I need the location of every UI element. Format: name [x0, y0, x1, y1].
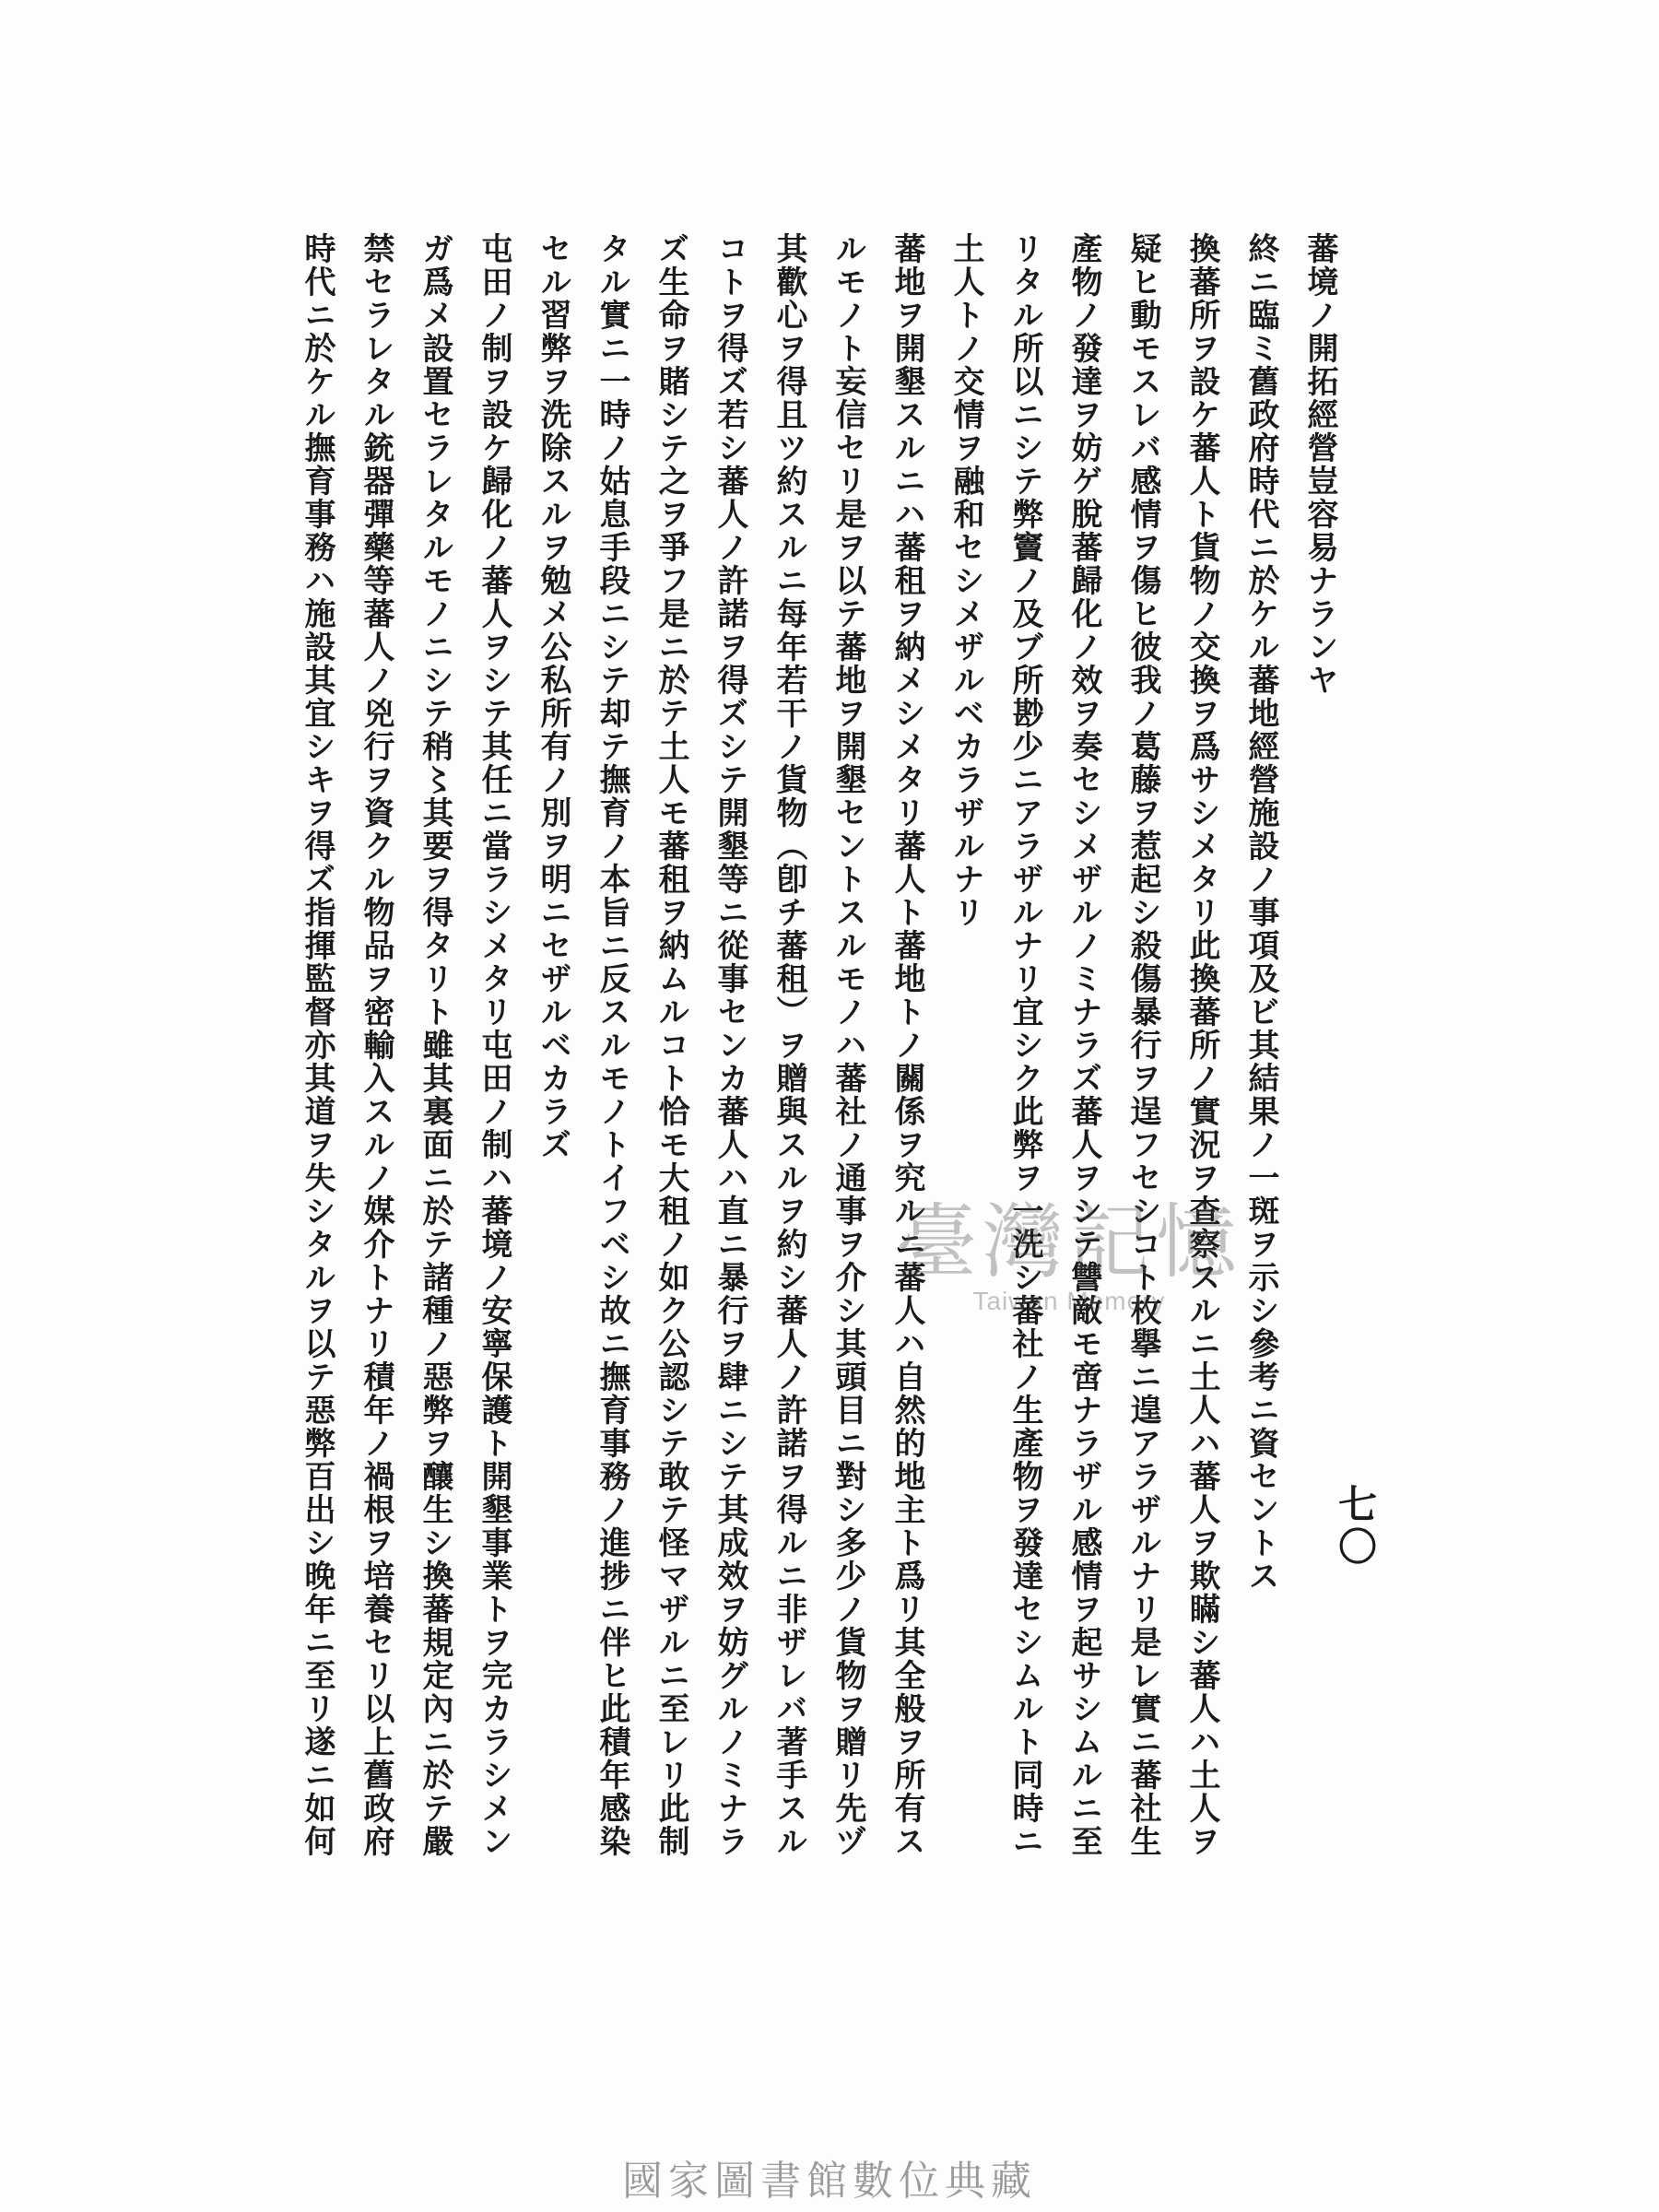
text-line-7: 土人トノ交情ヲ融和セシメザルベカラザルナリ [947, 232, 984, 929]
watermark-english: Taiwan Memory [972, 1287, 1166, 1315]
text-line-6: リタル所以ニシテ弊竇ノ及ブ所尠少ニアラザルナリ宜シク此弊ヲ一洗シ蕃社ノ生產物ヲ發達セシムルト同時ニ [1006, 232, 1043, 1858]
text-line-11: コトヲ得ズ若シ蕃人ノ許諾ヲ得ズシテ開墾等ニ從事センカ蕃人ハ直ニ暴行ヲ肆ニシテ其成效ヲ妨グルノミナラ [712, 232, 748, 1858]
text-line-1: 蕃境ノ開拓經營豈容易ナランヤ [1301, 232, 1338, 697]
text-line-18: 時代ニ於ケル撫育事務ハ施設其宜シキヲ得ズ指揮監督亦其道ヲ失シタルヲ以テ惡弊百出シ晚年ニ至リ遂ニ如何 [299, 232, 335, 1858]
footer-collection-label: 國家圖書館數位典藏 [622, 2158, 1037, 2205]
text-line-8: 蕃地ヲ開墾スルニハ蕃租ヲ納メシメタリ蕃人ト蕃地トノ關係ヲ究ルニ蕃人ハ自然的地主ト爲リ其全般ヲ所有ス [888, 232, 925, 1858]
page-number: 七〇 [1333, 1484, 1378, 1569]
watermark-chinese: 臺灣記憶 [895, 1194, 1242, 1289]
text-line-16: ガ爲メ設置セラレタルモノニシテ稍〻其要ヲ得タリト雖其裏面ニ於テ諸種ノ惡弊ヲ釀生シ換蕃規定內ニ於テ嚴 [417, 232, 453, 1858]
text-line-5: 產物ノ發達ヲ妨ゲ脫蕃歸化ノ效ヲ奏セシメザルノミナラズ蕃人ヲシテ讐敵モ啻ナラザル感情ヲ起サシムルニ至 [1065, 232, 1102, 1858]
text-line-2: 終ニ臨ミ舊政府時代ニ於ケル蕃地經營施設ノ事項及ビ其結果ノ一斑ヲ示シ參考ニ資セントス [1242, 232, 1279, 1593]
text-line-9: ルモノト妄信セリ是ヲ以テ蕃地ヲ開墾セントスルモノハ蕃社ノ通事ヲ介シ其頭目ニ對シ多少ノ貨物ヲ贈リ先ヅ [830, 232, 866, 1858]
vertical-text-body [288, 232, 1349, 1983]
text-line-15: 屯田ノ制ヲ設ケ歸化ノ蕃人ヲシテ其任ニ當ラシメタリ屯田ノ制ハ蕃境ノ安寧保護ト開墾事業トヲ完カラシメン [476, 232, 512, 1858]
text-line-14: セル習弊ヲ洗除スルヲ勉メ公私所有ノ別ヲ明ニセザルベカラズ [535, 232, 571, 1161]
text-line-13: タル實ニ一時ノ姑息手段ニシテ却テ撫育ノ本旨ニ反スルモノトイフベシ故ニ撫育事務ノ進捗ニ伴ヒ此積年感染 [594, 232, 630, 1858]
text-line-12: ズ生命ヲ賭シテ之ヲ爭フ是ニ於テ土人モ蕃租ヲ納ムルコト恰モ大租ノ如ク公認シテ敢テ怪マザルニ至レリ此制 [653, 232, 689, 1858]
text-line-10: 其歡心ヲ得且ツ約スルニ每年若干ノ貨物（卽チ蕃租）ヲ贈與スルヲ約シ蕃人ノ許諾ヲ得ルニ非ザレバ著手スル [771, 232, 807, 1858]
text-line-3: 換蕃所ヲ設ケ蕃人ト貨物ノ交換ヲ爲サシメタリ此換蕃所ノ實況ヲ查察スルニ土人ハ蕃人ヲ欺瞞シ蕃人ハ土人ヲ [1183, 232, 1220, 1858]
text-line-4: 疑ヒ動モスレバ感情ヲ傷ヒ彼我ノ葛藤ヲ惹起シ殺傷暴行ヲ逞フセシコト枚擧ニ遑アラザルナリ是レ實ニ蕃社生 [1124, 232, 1161, 1858]
text-line-17: 禁セラレタル銃器彈藥等蕃人ノ兇行ヲ資クル物品ヲ密輸入スルノ媒介トナリ積年ノ禍根ヲ培養セリ以上舊政府 [358, 232, 394, 1858]
